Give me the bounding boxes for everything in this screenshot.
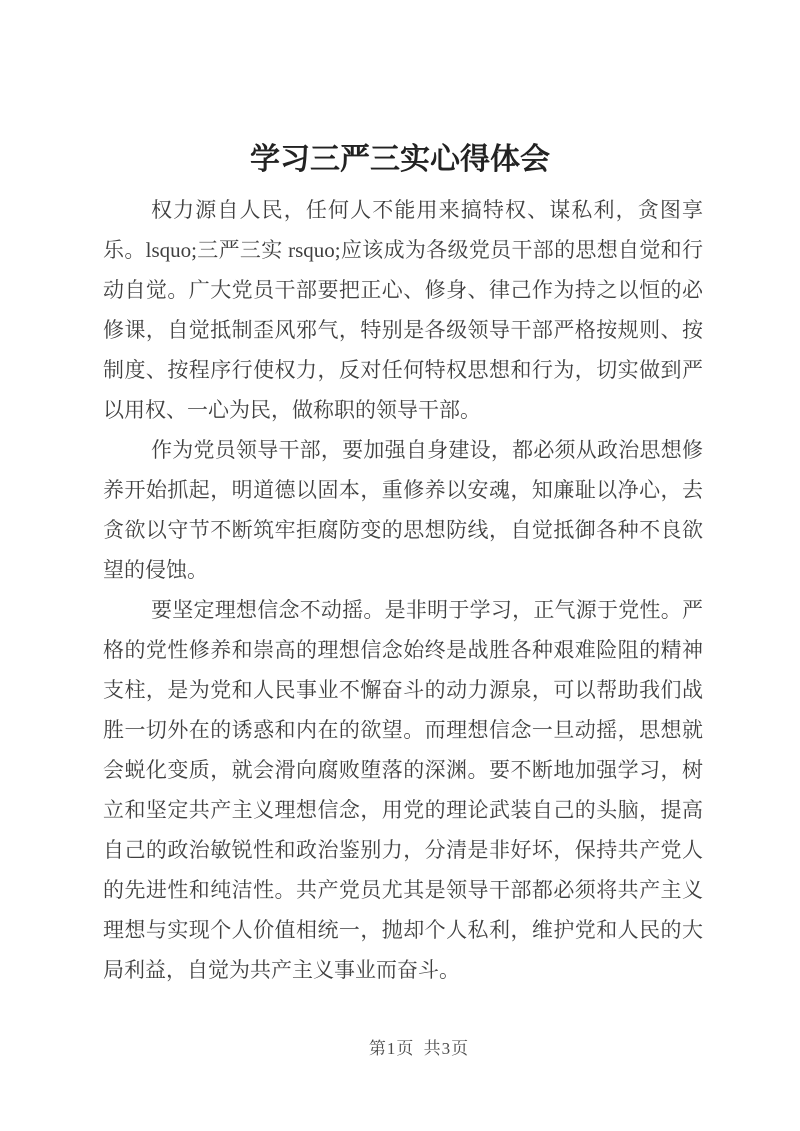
paragraph-2: 作为党员领导干部，要加强自身建设，都必须从政治思想修养开始抓起，明道德以固本，重修养以安魂，知廉耻以净心，去贪欲以守节不断筑牢拒腐防变的思想防线，自觉抵御各种不良欲望的侵蚀。 (103, 438, 703, 582)
page-footer (0, 1038, 800, 1060)
page-title: 学习三严三实心得体会 (250, 143, 550, 176)
paragraph-1: 权力源自人民，任何人不能用来搞特权、谋私利，贪图享乐。lsquo;三严三实 rsquo;应该成为各级党员干部的思想自觉和行动自觉。广大党员干部要把正心、修身、律己作为持之以恒的必修课，自觉抵制歪风邪气，特别是各级领导干部严格按规则、按制度、按程序行使权力，反对任何特权思想和行为，切实做到严以用权、一心为民，做称职的领导干部。 (103, 198, 703, 422)
page-number-indicator: 第1页 共3页 (368, 1039, 470, 1058)
paragraph-3: 要坚定理想信念不动摇。是非明于学习，正气源于党性。严格的党性修养和崇高的理想信念始终是战胜各种艰难险阻的精神支柱，是为党和人民事业不懈奋斗的动力源泉，可以帮助我们战胜一切外在的诱惑和内在的欲望。而理想信念一旦动摇，思想就会蜕化变质，就会滑向腐败堕落的深渊。要不断地加强学习，树立和坚定共产主义理想信念，用党的理论武装自己的头脑，提高自己的政治敏锐性和政治鉴别力，分清是非好坏，保持共产党人的先进性和纯洁性。共产党员尤其是领导干部都必须将共产主义理想与实现个人价值相统一，抛却个人私利，维护党和人民的大局利益，自觉为共产主义事业而奋斗。 (103, 598, 703, 982)
document-body (103, 190, 703, 990)
